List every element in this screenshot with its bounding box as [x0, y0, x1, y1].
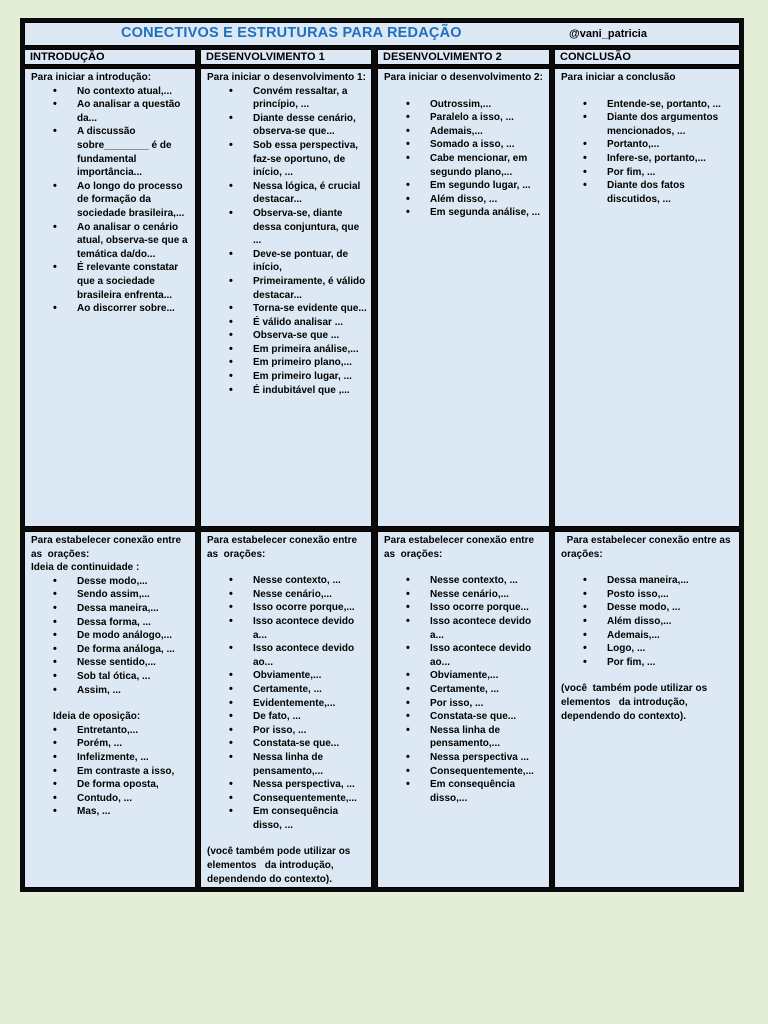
list-item: • No contexto atual,...	[31, 85, 191, 99]
list-item: • Dessa forma, ...	[31, 616, 191, 630]
list-item: • É válido analisar ...	[207, 316, 367, 330]
list-item: • Torna-se evidente que...	[207, 302, 367, 316]
list-item: • Porém, ...	[31, 737, 191, 751]
list-item: • Isso acontece devido ao...	[384, 642, 545, 669]
list-item: • Nesse contexto, ...	[384, 574, 545, 588]
usage-note: (você também pode utilizar os elementos da introdução, dependendo do contexto).	[207, 846, 354, 885]
list-item: • Em segundo lugar, ...	[384, 179, 545, 193]
list-item: • Constata-se que...	[384, 710, 545, 724]
list-item: • Somado a isso, ...	[384, 138, 545, 152]
list-item: • Outrossim,...	[384, 98, 545, 112]
list-item: • Diante dos fatos discutidos, ...	[561, 179, 735, 206]
list-item: • Desse modo, ...	[561, 601, 735, 615]
list-item: • Nessa perspectiva ...	[384, 751, 545, 765]
list-item: • Ao analisar a questão da...	[31, 98, 191, 125]
list-item: • Em primeira análise,...	[207, 343, 367, 357]
page-title: CONECTIVOS E ESTRUTURAS PARA REDAÇÃO	[121, 25, 462, 41]
cell-lead: Para estabelecer conexão entre as orações:	[384, 535, 537, 560]
list-item: • Certamente, ...	[207, 683, 367, 697]
header-desenvolvimento-1: DESENVOLVIMENTO 1	[200, 49, 372, 65]
list-item: • Ao longo do processo de formação da sociedade brasileira,...	[31, 180, 191, 221]
list-item: • Além disso, ...	[384, 193, 545, 207]
list-item: • Nessa linha de pensamento,...	[207, 751, 367, 778]
list-item: • Evidentemente,...	[207, 697, 367, 711]
list-item: • Por isso, ...	[384, 697, 545, 711]
list-item: • Primeiramente, é válido destacar...	[207, 275, 367, 302]
list-item: • Ademais,...	[561, 629, 735, 643]
cell-lead: Para estabelecer conexão entre as orações:	[561, 535, 734, 560]
list-item: • Ao analisar o cenário atual, observa-se que a temática da/do...	[31, 221, 191, 262]
list-item: • Mas, ...	[31, 805, 191, 819]
opposition-subheading: Ideia de oposição:	[53, 711, 141, 723]
list-item: • Certamente, ...	[384, 683, 545, 697]
list-item: • Nesse cenário,...	[207, 588, 367, 602]
header-conclusao: CONCLUSÃO	[554, 49, 740, 65]
list-item: • Isso acontece devido a...	[207, 615, 367, 642]
cell-dev2-start	[377, 68, 550, 527]
cell-conclusion-start	[554, 68, 740, 527]
list-item: • Observa-se, diante dessa conjuntura, que ...	[207, 207, 367, 248]
author-handle: @vani_patricia	[569, 28, 647, 40]
bullet-list	[561, 98, 735, 207]
cell-lead: Para iniciar a conclusão	[561, 72, 676, 83]
list-item: • Nesse cenário,...	[384, 588, 545, 602]
list-item: • Desse modo,...	[31, 575, 191, 589]
list-item: • Portanto,...	[561, 138, 735, 152]
bullet-list	[384, 574, 545, 805]
cell-lead: Para iniciar a introdução:	[31, 72, 152, 83]
list-item: • Nessa perspectiva, ...	[207, 778, 367, 792]
list-item: • Cabe mencionar, em segundo plano,...	[384, 152, 545, 179]
list-item: • Entende-se, portanto, ...	[561, 98, 735, 112]
list-item: • Posto isso,...	[561, 588, 735, 602]
list-item: • De fato, ...	[207, 710, 367, 724]
list-item: • É relevante constatar que a sociedade brasileira enfrenta...	[31, 261, 191, 302]
list-item: • Contudo, ...	[31, 792, 191, 806]
list-item: • Além disso,...	[561, 615, 735, 629]
list-item: • Em contraste a isso,	[31, 765, 191, 779]
list-item: • Deve-se pontuar, de início,	[207, 248, 367, 275]
bullet-list	[207, 85, 367, 398]
list-item: • Sendo assim,...	[31, 588, 191, 602]
cell-lead: Para iniciar o desenvolvimento 2:	[384, 72, 543, 83]
list-item: • Nesse contexto, ...	[207, 574, 367, 588]
list-item: • Diante desse cenário, observa-se que...	[207, 112, 367, 139]
list-item: • Ademais,...	[384, 125, 545, 139]
continuity-subheading: Ideia de continuidade :	[31, 562, 140, 574]
list-item: • Paralelo a isso, ...	[384, 111, 545, 125]
list-item: • Obviamente,...	[384, 669, 545, 683]
cell-conclusion-connection	[554, 531, 740, 888]
list-item: • Consequentemente,...	[384, 765, 545, 779]
list-item: • Infere-se, portanto,...	[561, 152, 735, 166]
bullet-list	[207, 574, 367, 832]
bullet-list	[561, 574, 735, 669]
list-item: • Dessa maneira,...	[31, 602, 191, 616]
list-item: • Em consequência disso, ...	[207, 805, 367, 832]
list-item: • Isso ocorre porque...	[384, 601, 545, 615]
cell-lead: Para estabelecer conexão entre as orações:	[207, 535, 360, 560]
list-item: • Em consequência disso,...	[384, 778, 545, 805]
list-item: • Nesse sentido,...	[31, 656, 191, 670]
list-item: • Isso ocorre porque,...	[207, 601, 367, 615]
header-introducao: INTRODUÇÃO	[24, 49, 196, 65]
list-item: • Diante dos argumentos mencionados, ...	[561, 111, 735, 138]
cell-dev1-start	[200, 68, 372, 527]
list-item: • De forma oposta,	[31, 778, 191, 792]
cell-dev1-connection	[200, 531, 372, 888]
list-item: • É indubitável que ,...	[207, 384, 367, 398]
list-item: • Logo, ...	[561, 642, 735, 656]
cell-dev2-connection	[377, 531, 550, 888]
list-item: • Por isso, ...	[207, 724, 367, 738]
list-item: • Convém ressaltar, a princípio, ...	[207, 85, 367, 112]
list-item: • Sob tal ótica, ...	[31, 670, 191, 684]
list-item: • Dessa maneira,...	[561, 574, 735, 588]
list-item: • Obviamente,...	[207, 669, 367, 683]
bullet-list	[384, 98, 545, 220]
list-item: • De modo análogo,...	[31, 629, 191, 643]
list-item: • A discussão sobre________ é de fundamental importância...	[31, 125, 191, 179]
list-item: • Nessa linha de pensamento,...	[384, 724, 545, 751]
list-item: • Infelizmente, ...	[31, 751, 191, 765]
connectives-table	[20, 18, 744, 892]
list-item: • Por fim, ...	[561, 166, 735, 180]
list-item: • Por fim, ...	[561, 656, 735, 670]
list-item: • Observa-se que ...	[207, 329, 367, 343]
bullet-list	[31, 724, 191, 819]
header-desenvolvimento-2: DESENVOLVIMENTO 2	[377, 49, 550, 65]
list-item: • Em primeiro plano,...	[207, 356, 367, 370]
cell-intro-connection	[24, 531, 196, 888]
cell-lead: Para estabelecer conexão entre as orações:	[31, 535, 184, 560]
list-item: • Ao discorrer sobre...	[31, 302, 191, 316]
list-item: • De forma análoga, ...	[31, 643, 191, 657]
bullet-list	[31, 575, 191, 697]
list-item: • Sob essa perspectiva, faz-se oportuno, de início, ...	[207, 139, 367, 180]
cell-intro-start	[24, 68, 196, 527]
list-item: • Em primeiro lugar, ...	[207, 370, 367, 384]
list-item: • Assim, ...	[31, 684, 191, 698]
list-item: • Entretanto,...	[31, 724, 191, 738]
title-bar	[24, 22, 740, 46]
list-item: • Consequentemente,...	[207, 792, 367, 806]
usage-note: (você também pode utilizar os elementos da introdução, dependendo do contexto).	[561, 683, 710, 722]
bullet-list	[31, 85, 191, 316]
cell-lead: Para iniciar o desenvolvimento 1:	[207, 72, 366, 83]
list-item: • Nessa lógica, é crucial destacar...	[207, 180, 367, 207]
list-item: • Em segunda análise, ...	[384, 206, 545, 220]
list-item: • Isso acontece devido a...	[384, 615, 545, 642]
list-item: • Isso acontece devido ao...	[207, 642, 367, 669]
list-item: • Constata-se que...	[207, 737, 367, 751]
